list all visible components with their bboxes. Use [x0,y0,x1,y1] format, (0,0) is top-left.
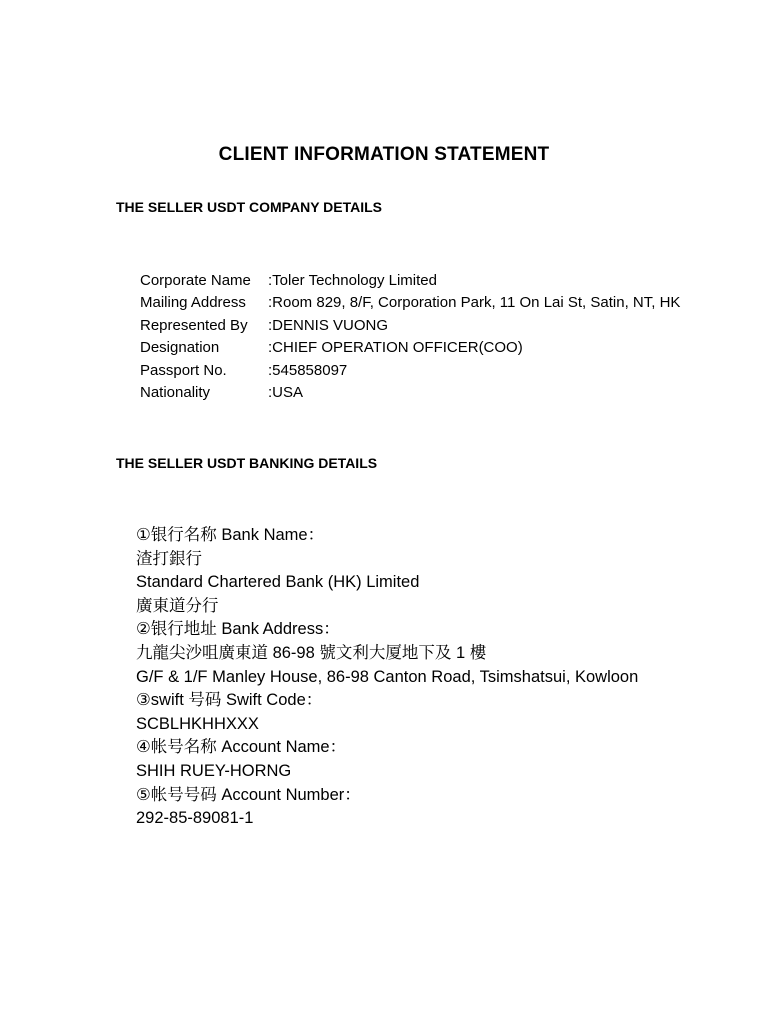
company-label: Mailing Address [140,294,246,312]
account-number-value: 292-85-89081-1 [136,809,254,828]
company-label: Corporate Name [140,272,251,289]
bank-address-label: ②银行地址 Bank Address： [136,620,340,639]
bank-address-english: G/F & 1/F Manley House, 86-98 Canton Road, Tsimshatsui, Kowloon [136,667,639,686]
company-value: :CHIEF OPERATION OFFICER(COO) [268,339,523,357]
company-row-represented-by [140,315,680,337]
company-value: :USA [268,384,304,402]
bank-name-english: Standard Chartered Bank (HK) Limited [136,573,420,592]
company-label: Represented By [140,316,248,334]
account-name-value: SHIH RUEY-HORNG [136,761,292,780]
account-number-label: ⑤帐号号码 Account Number： [136,785,361,804]
company-row-corporate-name [140,270,680,292]
banking-details-heading: THE SELLER USDT BANKING DETAILS [116,455,378,471]
company-label: Nationality [140,384,211,402]
company-label: Passport No. [140,361,227,379]
account-name-label: ④帐号名称 Account Name： [136,738,347,757]
company-row-mailing-address [140,292,680,314]
company-details-table [140,270,680,404]
swift-code-label: ③swift 号码 Swift Code： [136,691,323,710]
company-row-designation [140,337,680,359]
company-row-nationality [140,382,680,404]
bank-name-chinese: 渣打銀行 [136,549,202,568]
company-value: :DENNIS VUONG [268,316,389,334]
bank-name-label: ①银行名称 Bank Name： [136,526,325,544]
company-label: Designation [140,339,220,357]
company-value: :Toler Technology Limited [268,272,437,289]
company-value: :545858097 [268,361,348,379]
bank-address-chinese: 九龍尖沙咀廣東道 86-98 號文利大厦地下及 1 樓 [136,643,487,662]
swift-code-value: SCBLHKHHXXX [136,714,259,733]
company-row-passport-no [140,360,680,382]
banking-details-block [136,524,638,831]
document-title: CLIENT INFORMATION STATEMENT [218,144,550,165]
company-details-heading: THE SELLER USDT COMPANY DETAILS [116,199,383,215]
company-value: :Room 829, 8/F, Corporation Park, 11 On Lai St, Satin, NT, HK [268,294,681,312]
bank-branch: 廣東道分行 [136,596,219,615]
